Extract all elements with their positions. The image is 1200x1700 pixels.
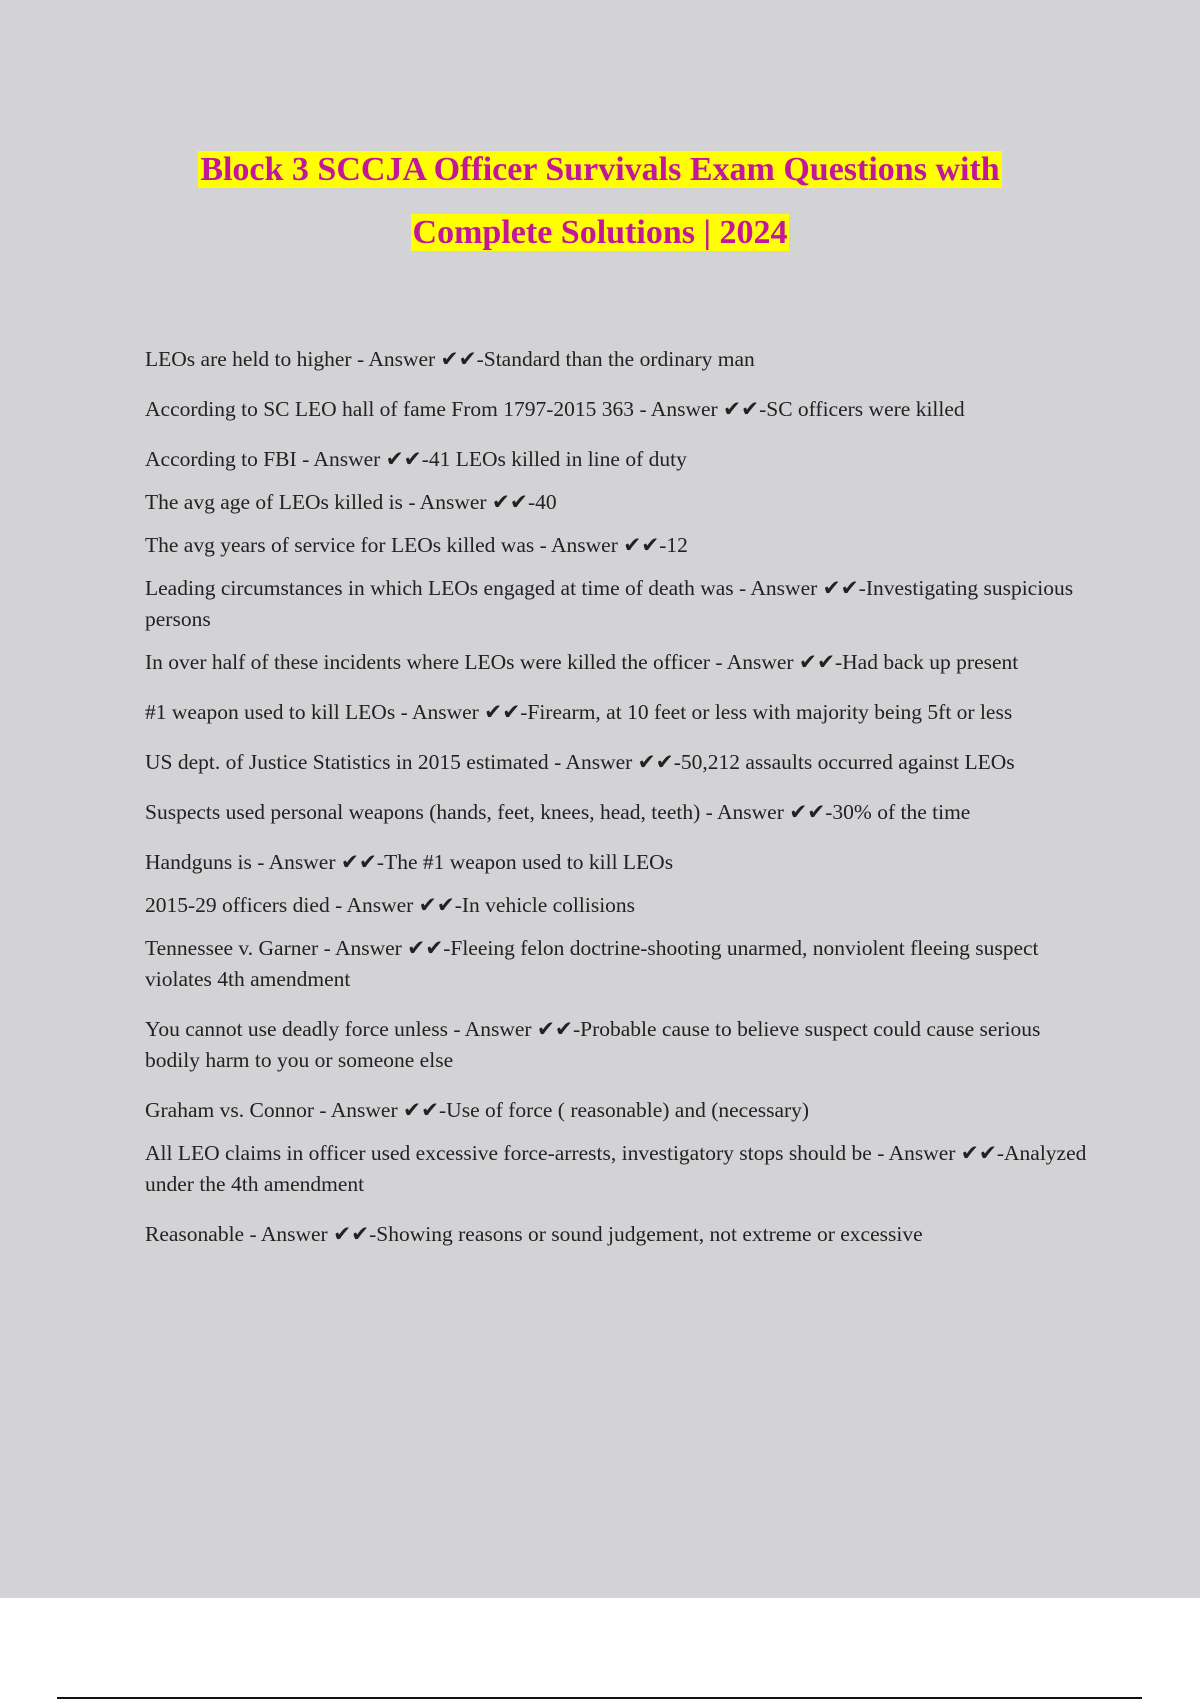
question-text: Graham vs. Connor <box>145 1098 314 1122</box>
footer-divider <box>57 1697 1142 1699</box>
answer-marker: Answer ✔✔- <box>419 490 536 514</box>
qa-item: Leading circumstances in which LEOs engaged at time of death was - Answer ✔✔-Investigating suspicious persons <box>145 576 1074 631</box>
question-text: The avg years of service for LEOs killed was <box>145 533 535 557</box>
question-text: All LEO claims in officer used excessive force-arrests, investigatory stops should be <box>145 1141 872 1165</box>
answer-text: 40 <box>535 490 557 514</box>
question-text: The avg age of LEOs killed is <box>145 490 403 514</box>
qa-item: 2015-29 officers died - Answer ✔✔-In vehicle collisions <box>145 893 636 917</box>
question-text: Leading circumstances in which LEOs engaged at time of death was <box>145 576 734 600</box>
answer-marker: Answer ✔✔- <box>411 700 528 724</box>
qa-item: Tennessee v. Garner - Answer ✔✔-Fleeing felon doctrine-shooting unarmed, nonviolent fleeing suspect violates 4th amendment <box>145 936 1039 991</box>
qa-item: All LEO claims in officer used excessive force-arrests, investigatory stops should be - Answer ✔✔-Analyzed under the 4th amendment <box>145 1141 1087 1196</box>
answer-text: Firearm, at 10 feet or less with majority being 5ft or less <box>527 700 1013 724</box>
answer-marker: Answer ✔✔- <box>565 750 681 774</box>
answer-text: In vehicle collisions <box>461 893 636 917</box>
qa-item: Handguns is - Answer ✔✔-The #1 weapon used to kill LEOs <box>145 850 674 874</box>
answer-marker: Answer ✔✔- <box>716 800 833 824</box>
answer-marker: Answer ✔✔- <box>260 1222 377 1246</box>
qa-list <box>145 344 1095 1269</box>
answer-text: SC officers were killed <box>766 397 965 421</box>
answer-text: Showing reasons or sound judgement, not extreme or excessive <box>376 1222 923 1246</box>
question-text: US dept. of Justice Statistics in 2015 estimated <box>145 750 549 774</box>
qa-item: The avg years of service for LEOs killed was - Answer ✔✔-12 <box>145 533 688 557</box>
title-line-1: Block 3 SCCJA Officer Survivals Exam Questions with <box>200 151 1000 188</box>
answer-marker: Answer ✔✔- <box>550 533 667 557</box>
question-text: 2015-29 officers died <box>145 893 330 917</box>
answer-marker: Answer ✔✔- <box>268 850 385 874</box>
answer-marker: Answer ✔✔- <box>750 576 866 600</box>
answer-marker: Answer ✔✔- <box>650 397 767 421</box>
answer-marker: Answer ✔✔- <box>888 1141 1004 1165</box>
question-text: In over half of these incidents where LEOs were killed the officer <box>145 650 710 674</box>
question-text: Handguns is <box>145 850 252 874</box>
answer-text: Fleeing felon doctrine-shooting unarmed, nonviolent fleeing suspect violates 4th amendment <box>145 936 1039 991</box>
question-text: According to FBI <box>145 447 297 471</box>
question-text: You cannot use deadly force unless <box>145 1017 448 1041</box>
question-text: LEOs are held to higher <box>145 347 352 371</box>
answer-text: Probable cause to believe suspect could cause serious bodily harm to you or someone else <box>145 1017 1041 1072</box>
qa-item: Suspects used personal weapons (hands, feet, knees, head, teeth) - Answer ✔✔-30% of the time <box>145 800 971 824</box>
qa-item: US dept. of Justice Statistics in 2015 estimated - Answer ✔✔-50,212 assaults occurred against LEOs <box>145 750 1015 774</box>
answer-text: 41 LEOs killed in line of duty <box>428 447 687 471</box>
qa-item: In over half of these incidents where LEOs were killed the officer - Answer ✔✔-Had back up present <box>145 650 1019 674</box>
answer-text: Had back up present <box>842 650 1019 674</box>
question-text: According to SC LEO hall of fame From 1797-2015 363 <box>145 397 635 421</box>
answer-marker: Answer ✔✔- <box>346 893 462 917</box>
answer-text: Investigating suspicious persons <box>145 576 1074 631</box>
answer-marker: Answer ✔✔- <box>334 936 451 960</box>
qa-item: According to FBI - Answer ✔✔-41 LEOs killed in line of duty <box>145 447 687 471</box>
answer-text: 12 <box>666 533 688 557</box>
document-title <box>0 138 1200 264</box>
answer-text: Analyzed under the 4th amendment <box>145 1141 1087 1196</box>
question-text: Suspects used personal weapons (hands, feet, knees, head, teeth) <box>145 800 701 824</box>
qa-item: Graham vs. Connor - Answer ✔✔-Use of force ( reasonable) and (necessary) <box>145 1098 810 1122</box>
answer-marker: Answer ✔✔- <box>368 347 484 371</box>
qa-item: According to SC LEO hall of fame From 1797-2015 363 - Answer ✔✔-SC officers were killed <box>145 397 965 421</box>
answer-marker: Answer ✔✔- <box>313 447 429 471</box>
answer-text: Standard than the ordinary man <box>483 347 755 371</box>
answer-marker: Answer ✔✔- <box>464 1017 581 1041</box>
title-line-2: Complete Solutions | 2024 <box>412 214 788 251</box>
answer-text: The #1 weapon used to kill LEOs <box>384 850 674 874</box>
qa-item: LEOs are held to higher - Answer ✔✔-Standard than the ordinary man <box>145 347 755 371</box>
answer-marker: Answer ✔✔- <box>330 1098 447 1122</box>
answer-text: 30% of the time <box>832 800 971 824</box>
question-text: Tennessee v. Garner <box>145 936 319 960</box>
answer-text: Use of force ( reasonable) and (necessary) <box>446 1098 810 1122</box>
qa-item: You cannot use deadly force unless - Answer ✔✔-Probable cause to believe suspect could cause serious bodily harm to you or someone else <box>145 1017 1041 1072</box>
question-text: #1 weapon used to kill LEOs <box>145 700 396 724</box>
question-text: Reasonable <box>145 1222 245 1246</box>
qa-item: The avg age of LEOs killed is - Answer ✔✔-40 <box>145 490 557 514</box>
answer-text: 50,212 assaults occurred against LEOs <box>680 750 1015 774</box>
qa-item: #1 weapon used to kill LEOs - Answer ✔✔-Firearm, at 10 feet or less with majority being 5ft or less <box>145 700 1013 724</box>
answer-marker: Answer ✔✔- <box>726 650 843 674</box>
qa-item: Reasonable - Answer ✔✔-Showing reasons or sound judgement, not extreme or excessive <box>145 1222 923 1246</box>
